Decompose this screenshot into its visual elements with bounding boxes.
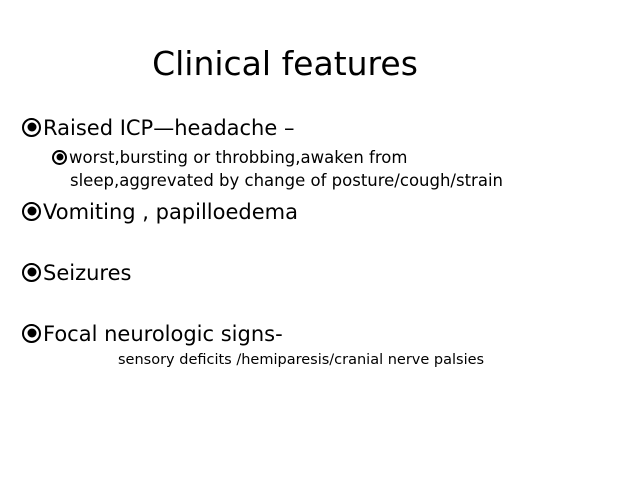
bullet-text: Vomiting , papilloedema bbox=[43, 200, 298, 224]
sub-bullet-item-headache-details bbox=[52, 147, 407, 168]
sub-bullet-text: worst,bursting or throbbing,awaken from bbox=[69, 148, 408, 167]
target-bullet-icon bbox=[52, 150, 67, 165]
target-bullet-icon bbox=[22, 263, 41, 282]
sub-bullet-continuation: sleep,aggrevated by change of posture/cough/strain bbox=[70, 171, 503, 190]
target-bullet-icon bbox=[22, 202, 41, 221]
target-bullet-icon bbox=[22, 118, 41, 137]
target-bullet-icon bbox=[22, 324, 41, 343]
bullet-item-vomiting bbox=[22, 199, 298, 225]
bullet-item-seizures bbox=[22, 260, 131, 286]
bullet-text: Raised ICP—headache – bbox=[43, 116, 295, 140]
slide-title: Clinical features bbox=[152, 44, 418, 83]
bullet-text: Focal neurologic signs- bbox=[43, 322, 283, 346]
bullet-item-raised-icp bbox=[22, 115, 294, 141]
focal-signs-details: sensory deficits /hemiparesis/cranial nerve palsies bbox=[118, 352, 485, 368]
bullet-text: Seizures bbox=[43, 261, 132, 285]
bullet-item-focal-signs bbox=[22, 321, 283, 347]
